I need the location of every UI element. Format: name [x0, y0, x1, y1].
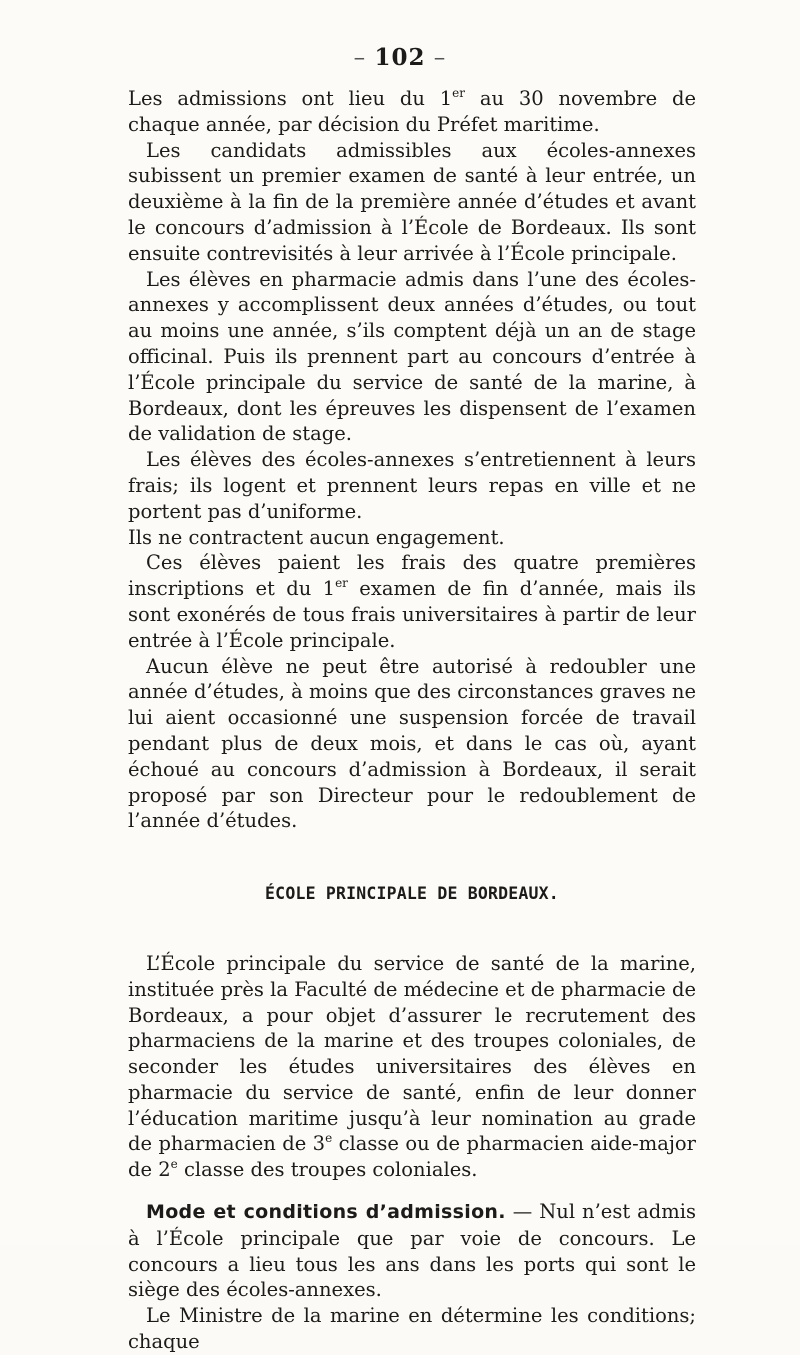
- paragraph-student-expenses: Les élèves des écoles-annexes s’entretiennent à leurs frais; ils logent et prennent leurs repas en ville et ne portent pas d’uniforme. Ils ne contractent aucun engagement.: [128, 448, 696, 549]
- paragraph-fees: Ces élèves paient les frais des quatre premières inscriptions et du 1er examen de fin d’année, mais ils sont exonérés de tous frais universitaires à partir de leur entrée à l’École principale.: [128, 551, 696, 652]
- page-number: [0, 44, 800, 71]
- paragraph-repeat-year: Aucun élève ne peut être autorisé à redoubler une année d’études, à moins que des circonstances graves ne lui aient occasionné une suspension forcée de travail pendant plus de deux mois, et dans le cas où, ayant échoué au concours d’admission à Bordeaux, il serait proposé par son Directeur pour le redoublement de l’année d’études.: [128, 654, 696, 833]
- paragraph-admission-dates: Les admissions ont lieu du 1er au 30 novembre de chaque année, par décision du Préfet maritime.: [128, 86, 696, 136]
- page-number-dash-right: –: [425, 45, 447, 71]
- section-heading: ÉCOLE PRINCIPALE DE BORDEAUX.: [265, 884, 559, 904]
- paragraph-admission-mode: Mode et conditions d’admission. — Nul n’est admis à l’École principale que par voie de concours. Le concours a lieu tous les ans dans les ports qui sont le siège des écoles-annexes.: [128, 1200, 696, 1302]
- page-number-value: 102: [374, 44, 426, 71]
- spacer: [128, 1183, 696, 1199]
- paragraph-health-exams: Les candidats admissibles aux écoles-annexes subissent un premier examen de santé à leur entrée, un deuxième à la fin de la première année d’études et avant le concours d’admission à l’École de Bordeaux. Ils sont ensuite contrevisités à leur arrivée à l’École principale.: [128, 138, 696, 265]
- subheading-admission: Mode et conditions d’admission.: [146, 1201, 506, 1224]
- paragraph-school-purpose: L’École principale du service de santé de la marine, instituée près la Faculté de médecine et de pharmacie de Bordeaux, a pour objet d’assurer le recrutement des pharmaciens de la marine et des troupes coloniales, de seconder les études universitaires des élèves en pharmacie du service de santé, enfin de leur donner l’éducation maritime jusqu’à leur nomination au grade de pharmacien de 3e classe ou de pharmacien aide-major de 2e classe des troupes coloniales.: [128, 951, 696, 1182]
- page-number-dash-left: –: [353, 45, 375, 71]
- paragraph-minister: Le Ministre de la marine en détermine les conditions; chaque: [128, 1304, 696, 1354]
- page-body: [128, 86, 696, 1355]
- paragraph-pharmacy-students: Les élèves en pharmacie admis dans l’une des écoles-annexes y accomplissent deux années d’études, ou tout au moins une année, s’ils comptent déjà un an de stage officinal. Puis ils prennent part au concours d’entrée à l’École principale du service de santé de la marine, à Bordeaux, dont les épreuves les dispensent de l’examen de validation de stage.: [128, 267, 696, 446]
